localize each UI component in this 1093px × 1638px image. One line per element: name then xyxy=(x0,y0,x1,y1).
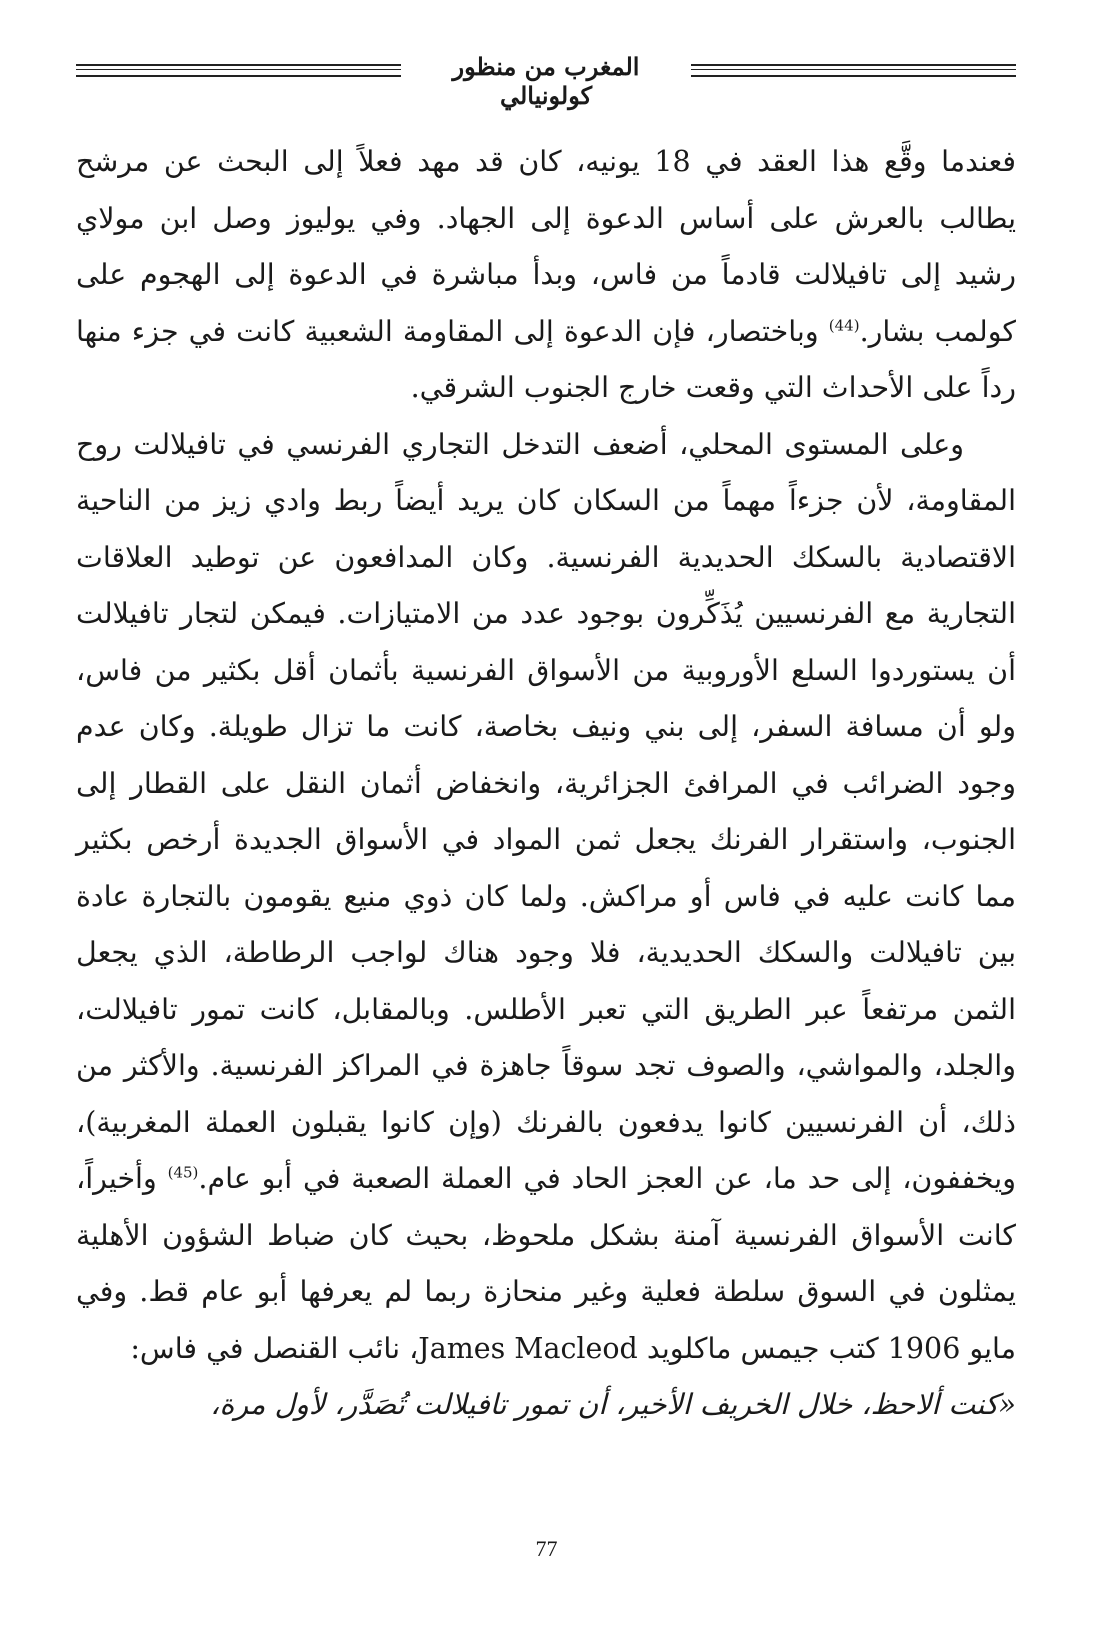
footnote-ref-44: (44) xyxy=(828,316,860,334)
paragraph-2 xyxy=(76,417,1016,1378)
main-text xyxy=(76,134,1016,1434)
paragraph-1 xyxy=(76,134,1016,417)
paragraph-1-text-b: وباختصار، فإن الدعوة إلى المقاومة الشعبية كانت في جزء منها رداً على الأحداث التي وقعت خارج الجنوب الشرقي. xyxy=(76,314,1016,404)
paragraph-2-text-a: وعلى المستوى المحلي، أضعف التدخل التجاري الفرنسي في تافيلالت روح المقاومة، لأن جزءاً مهماً من السكان كان يريد أيضاً ربط وادي زيز من الناحية الاقتصادية بالسكك الحديدية الفرنسية. وكان المدافعون عن توطيد العلاقات التجارية مع الفرنسيين يُذَكِّرون بوجود عدد من الامتيازات. فيمكن لتجار تافيلالت أن يستوردوا السلع الأوروبية من الأسواق الفرنسية بأثمان أقل بكثير من فاس، ولو أن مسافة السفر، إلى بني ونيف بخاصة، كانت ما تزال طويلة. وكان عدم وجود الضرائب في المرافئ الجزائرية، وانخفاض أثمان النقل على القطار إلى الجنوب، واستقرار الفرنك يجعل ثمن المواد في الأسواق الجديدة أرخص بكثير مما كانت عليه في فاس أو مراكش. ولما كان ذوي منيع يقومون بالتجارة عادة بين تافيلالت والسكك الحديدية، فلا وجود هناك لواجب الرطاطة، الذي يجعل الثمن مرتفعاً عبر الطريق التي تعبر الأطلس. وبالمقابل، كانت تمور تافيلالت، والجلد، والمواشي، والصوف تجد سوقاً جاهزة في المراكز الفرنسية. والأكثر من ذلك، أن الفرنسيين كانوا يدفعون بالفرنك (وإن كانوا يقبلون العملة المغربية)، ويخففون، إلى حد ما، عن العجز الحاد في العملة الصعبة في أبو عام. xyxy=(76,427,1016,1195)
quote-line: «كنت ألاحظ، خلال الخريف الأخير، أن تمور تافيلالت تُصَدَّر، لأول مرة، xyxy=(210,1388,1016,1421)
latin-name: James Macleod xyxy=(418,1331,638,1365)
running-header xyxy=(76,50,1016,110)
header-rule-right xyxy=(691,64,1016,77)
paragraph-1-text-a: فعندما وقَّع هذا العقد في 18 يونيه، كان قد مهد فعلاً إلى البحث عن مرشح يطالب بالعرش على أساس الدعوة إلى الجهاد. وفي يوليوز وصل ابن مولاي رشيد إلى تافيلالت قادماً من فاس، وبدأ مباشرة في الدعوة إلى الهجوم على كولمب بشار. xyxy=(76,145,1017,348)
header-rule-left xyxy=(76,64,401,77)
footnote-ref-45: (45) xyxy=(167,1163,199,1182)
page-number: 77 xyxy=(535,1536,558,1561)
paragraph-2-text-c: ، نائب القنصل في فاس: xyxy=(130,1331,419,1365)
running-title: المغرب من منظور كولونيالي xyxy=(452,52,640,110)
paragraph-2-text-b: وأخيراً، كانت الأسواق الفرنسية آمنة بشكل ملحوظ، بحيث كان ضباط الشؤون الأهلية يمثلون في السوق سلطة فعلية وغير منحازة ربما لم يعرفها أبو عام قط. وفي مايو 1906 كتب جيمس ماكلويد xyxy=(76,1162,1016,1365)
